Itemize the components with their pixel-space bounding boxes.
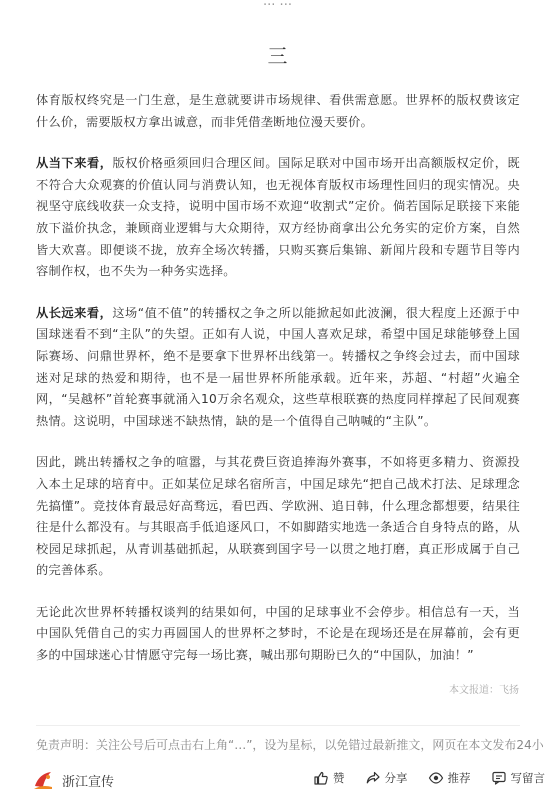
action-group: [293, 770, 545, 786]
paragraph-3-lead: 从长远来看，: [36, 305, 113, 320]
section-number: 三: [267, 44, 288, 68]
recommend-label: 推荐: [447, 771, 471, 785]
like-button[interactable]: [313, 770, 345, 786]
thumbs-up-icon: [313, 770, 329, 786]
comment-label: 写留言: [510, 771, 545, 785]
truncated-notice: [36, 738, 544, 757]
publisher-name: 浙江宣传: [62, 774, 115, 790]
paragraph-3: [36, 303, 520, 433]
top-cut-text: ... ...: [263, 0, 292, 9]
divider: [36, 725, 520, 726]
publisher-logo-icon: [32, 769, 54, 791]
paragraph-1: 体育版权终究是一门生意，是生意就要讲市场规律、看供需意愿。世界杯的版权费该定什么价，需要版权方拿出诚意，而非凭借垄断地位漫天要价。: [36, 93, 520, 129]
share-label: 分享: [384, 771, 408, 785]
article-body: [36, 90, 520, 687]
source-credit: 本文报道：飞扬: [449, 685, 519, 696]
paragraph-4: 因此，跳出转播权之争的喧嚣，与其花费巨资追捧海外赛事，不如将更多精力、资源投入本土足球的培育中。正如某位足球名宿所言，中国足球先“把自己战术打法、足球理念先搞懂”。竞技体育最忌好高骛远，看巴西、学欧洲、追日韩，什么理念都想要，结果往往是什么都没有。与其眼高手低追逐风口，不如脚踏实地选一条适合自身特点的路，从校园足球抓起，从青训基础抓起，从联赛到国字号一以贯之地打磨，真正形成属于自己的完善体系。: [36, 455, 520, 578]
like-label: 赞: [333, 771, 345, 785]
publisher-account[interactable]: [32, 769, 114, 791]
paragraph-2-text: 版权价格亟须回归合理区间。国际足联对中国市场开出高额版权定价，既不符合大众观赛的价值认同与消费认知，也无视体育版权市场理性回归的现实情况。央视坚守底线收获一众支持，说明中国市场不欢迎“收割式”定价。倘若国际足联接下来能放下溢价执念，兼顾商业逻辑与大众期待，双方经协商拿出公允务实的定价方案，自然皆大欢喜。即便谈不拢，放弃全场次转播，只购买赛后集锦、新闻片段和专题节目等内容制作权，也不失为一种务实选择。: [36, 156, 520, 279]
truncated-notice-text: 免责声明：关注公号后可点击右上角“…”，设为星标，以免错过最新推文，网页在本文发布24小: [36, 738, 544, 752]
comment-button[interactable]: [491, 770, 546, 786]
share-button[interactable]: [365, 770, 408, 786]
bottom-action-bar: [0, 760, 555, 800]
paragraph-3-text: 这场“值不值”的转播权之争之所以能掀起如此波澜，很大程度上还源于中国球迷看不到“主队”的失望。正如有人说，中国人喜欢足球，希望中国足球能够登上国际赛场、问鼎世界杯，绝不是要拿下世界杯出线第一。转播权之争终会过去，而中国球迷对足球的热爱和期待，也不是一届世界杯所能承载。近年来，苏超、“村超”火遍全网，“吴越杯”首轮赛事就涌入10万余名观众，这些草根联赛的热度同样撑起了民间观赛热情。这说明，中国球迷不缺热情，缺的是一个值得自己呐喊的“主队”。: [36, 305, 520, 428]
recommend-icon: [428, 770, 444, 786]
share-icon: [365, 770, 381, 786]
recommend-button[interactable]: [428, 770, 471, 786]
paragraph-5: 无论此次世界杯转播权谈判的结果如何，中国的足球事业不会停步。相信总有一天，当中国队凭借自己的实力再圆国人的世界杯之梦时，不论是在现场还是在屏幕前，会有更多的中国球迷心甘情愿守完每一场比赛，喊出那句期盼已久的“中国队，加油！”: [36, 604, 520, 663]
paragraph-2-lead: 从当下来看，: [36, 156, 113, 171]
comment-icon: [491, 770, 507, 786]
paragraph-2: [36, 153, 520, 283]
